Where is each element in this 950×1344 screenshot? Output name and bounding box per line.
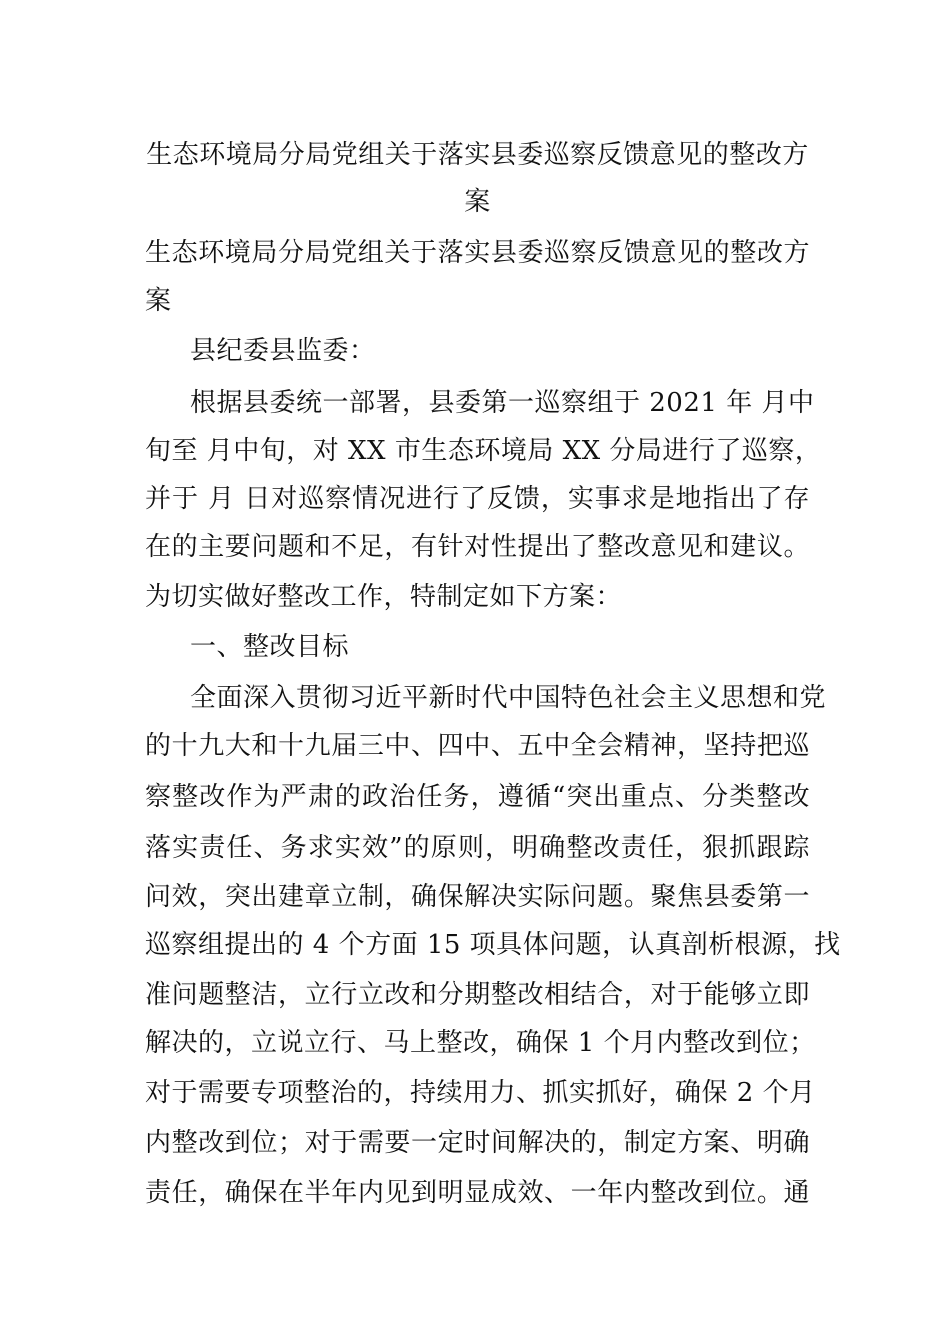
para2-line: 准问题整洁，立行立改和分期整改相结合，对于能够立即 <box>145 980 810 1010</box>
salutation: 县纪委县监委： <box>190 336 376 366</box>
doc-subtitle-line-2: 案 <box>145 286 172 316</box>
para2-line: 责任，确保在半年内见到明显成效、一年内整改到位。通 <box>145 1178 810 1208</box>
para1-line: 旬至 月中旬，对 XX 市生态环境局 XX 分局进行了巡察， <box>145 436 822 466</box>
para2-line: 的十九大和十九届三中、四中、五中全会精神，坚持把巡 <box>145 731 810 761</box>
para2-line: 全面深入贯彻习近平新时代中国特色社会主义思想和党 <box>190 683 827 713</box>
para2-line: 察整改作为严肃的政治任务，遵循“突出重点、分类整改 <box>145 782 810 812</box>
para1-line: 根据县委统一部署，县委第一巡察组于 2021 年 月中 <box>190 388 815 418</box>
doc-title-line-1: 生态环境局分局党组关于落实县委巡察反馈意见的整改方 <box>146 140 809 170</box>
para1-line: 为切实做好整改工作，特制定如下方案： <box>145 582 623 612</box>
doc-subtitle-line-1: 生态环境局分局党组关于落实县委巡察反馈意见的整改方 <box>145 238 810 268</box>
doc-title-line-2: 案 <box>464 187 491 217</box>
section-heading: 一、整改目标 <box>190 632 350 662</box>
para1-line: 并于 月 日对巡察情况进行了反馈，实事求是地指出了存 <box>145 484 810 514</box>
para2-line: 落实责任、务求实效”的原则，明确整改责任，狠抓跟踪 <box>145 833 810 863</box>
para2-line: 对于需要专项整治的，持续用力、抓实抓好，确保 2 个月 <box>145 1078 816 1108</box>
para2-line: 内整改到位；对于需要一定时间解决的，制定方案、明确 <box>145 1128 810 1158</box>
para2-line: 解决的，立说立行、马上整改，确保 1 个月内整改到位； <box>145 1028 816 1058</box>
para1-line: 在的主要问题和不足，有针对性提出了整改意见和建议。 <box>145 532 810 562</box>
para2-line: 巡察组提出的 4 个方面 15 项具体问题，认真剖析根源，找 <box>145 930 841 960</box>
para2-line: 问效，突出建章立制，确保解决实际问题。聚焦县委第一 <box>145 882 810 912</box>
